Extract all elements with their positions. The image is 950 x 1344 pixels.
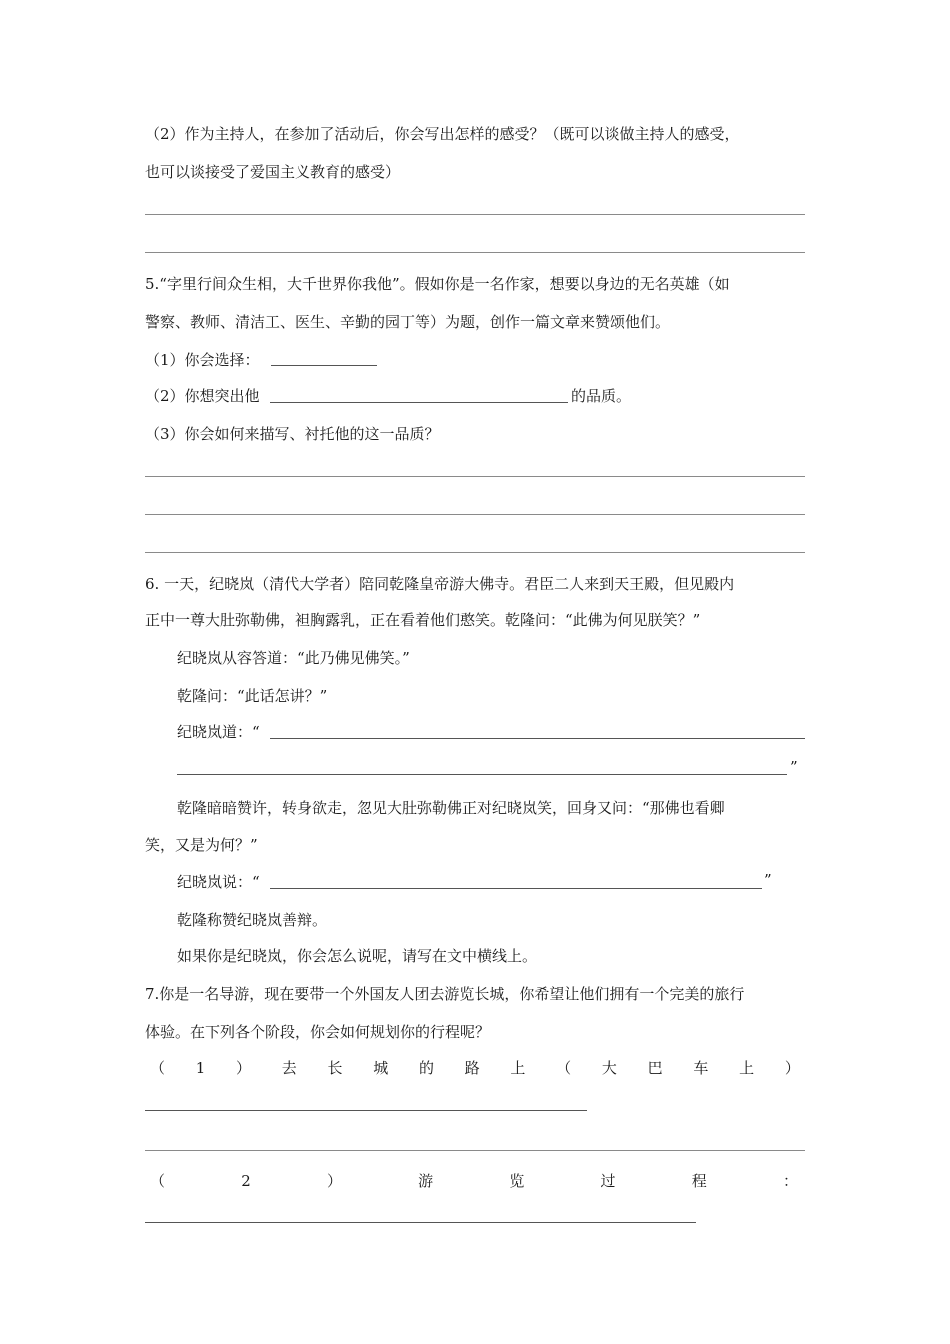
q7-sub1-blank[interactable] [145, 1110, 587, 1111]
q6-answer-blank-2[interactable] [270, 888, 762, 889]
q7-sub2-char: ） [326, 1172, 342, 1190]
q6-line8: 纪晓岚说：“ [177, 873, 260, 891]
q7-sub2-blank[interactable] [145, 1222, 696, 1223]
q6-line6: 乾隆暗暗赞许，转身欲走，忽见大肚弥勒佛正对纪晓岚笑，回身又问：“那佛也看卿 [177, 799, 725, 817]
q6-line2: 正中一尊大肚弥勒佛，袒胸露乳，正在看着他们憨笑。乾隆问：“此佛为何见朕笑？” [145, 611, 701, 629]
answer-line[interactable] [145, 552, 805, 553]
q5-sub2-suffix: 的品质。 [571, 387, 632, 405]
q6-answer-blank-1b[interactable] [177, 774, 787, 775]
answer-line[interactable] [145, 214, 805, 215]
q5-line1: 5.“字里行间众生相，大千世界你我他”。假如你是一名作家，想要以身边的无名英雄（如 [145, 275, 730, 293]
q7-sub1-char: ） [784, 1059, 800, 1077]
q5-sub2-prefix: （2）你想突出他 [145, 387, 260, 405]
q6-line5: 纪晓岚道：“ [177, 723, 260, 741]
q7-sub2-char: 游 [418, 1172, 434, 1190]
q7-sub1-char: 去 [281, 1059, 297, 1077]
q6-answer-blank-1a[interactable] [270, 738, 805, 739]
q7-sub1-char: 上 [739, 1059, 755, 1077]
q7-sub1-char: 车 [693, 1059, 709, 1077]
q5-choice-blank[interactable] [271, 365, 377, 366]
q7-sub1-char: 巴 [647, 1059, 663, 1077]
q4-sub2-line1: （2）作为主持人，在参加了活动后，你会写出怎样的感受？（既可以谈做主持人的感受， [145, 125, 740, 143]
answer-line[interactable] [145, 1150, 805, 1151]
answer-line[interactable] [145, 476, 805, 477]
q7-sub1-char: 1 [195, 1059, 206, 1077]
q7-sub1-char: 大 [601, 1059, 617, 1077]
q4-sub2-line2: 也可以谈接受了爱国主义教育的感受） [145, 163, 401, 181]
q7-sub2-char: 2 [241, 1172, 251, 1190]
q7-sub1-char: 城 [373, 1059, 389, 1077]
q6-line1: 6. 一天，纪晓岚（清代大学者）陪同乾隆皇帝游大佛寺。君臣二人来到天王殿，但见殿内 [145, 575, 735, 593]
q7-sub2-char: 览 [509, 1172, 525, 1190]
q7-sub2-heading [150, 1171, 798, 1191]
q5-sub3: （3）你会如何来描写、衬托他的这一品质？ [145, 425, 440, 443]
q7-sub2-char: （ [150, 1172, 166, 1190]
q7-sub2-char: 过 [600, 1172, 616, 1190]
q6-line4: 乾隆问：“此话怎讲？” [177, 687, 328, 705]
q6-line9: 乾隆称赞纪晓岚善辩。 [177, 911, 328, 929]
q7-sub1-char: 路 [464, 1059, 480, 1077]
answer-line[interactable] [145, 514, 805, 515]
q7-line2: 体验。在下列各个阶段，你会如何规划你的行程呢？ [145, 1023, 491, 1041]
q7-line1: 7.你是一名导游，现在要带一个外国友人团去游览长城，你希望让他们拥有一个完美的旅行 [145, 985, 745, 1003]
q5-sub1: （1）你会选择： [145, 351, 260, 369]
answer-line[interactable] [145, 252, 805, 253]
q7-sub1-char: 上 [510, 1059, 526, 1077]
q7-sub2-char: ： [782, 1172, 798, 1190]
q7-sub1-char: ） [236, 1059, 252, 1077]
q7-sub1-char: （ [556, 1059, 572, 1077]
q6-line10: 如果你是纪晓岚，你会怎么说呢，请写在文中横线上。 [177, 947, 538, 965]
q7-sub1-char: 长 [327, 1059, 343, 1077]
q5-line2: 警察、教师、清洁工、医生、辛勤的园丁等）为题，创作一篇文章来赞颂他们。 [145, 313, 671, 331]
q6-close-quote-1: ” [790, 758, 798, 776]
q7-sub1-char: （ [150, 1059, 166, 1077]
q7-sub1-char: 的 [418, 1059, 434, 1077]
q6-line3: 纪晓岚从容答道：“此乃佛见佛笑。” [177, 649, 410, 667]
q5-quality-blank[interactable] [270, 402, 568, 403]
q7-sub2-char: 程 [691, 1172, 707, 1190]
q6-close-quote-2: ” [764, 871, 772, 889]
q7-sub1-heading [150, 1058, 800, 1078]
q6-line7: 笑，又是为何？” [145, 836, 258, 854]
